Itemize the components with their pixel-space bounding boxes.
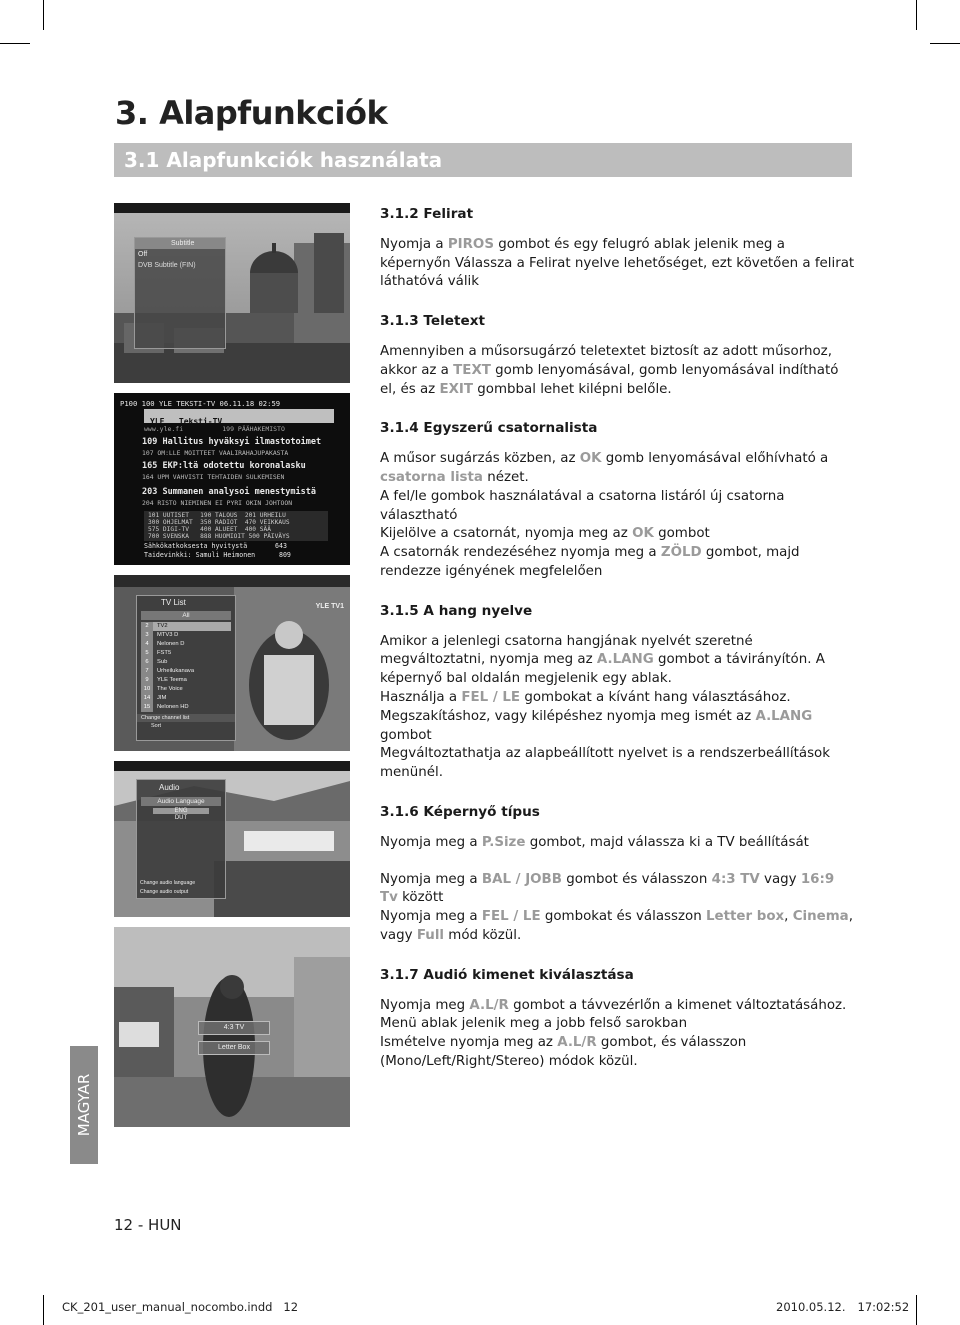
instruction-section — [380, 205, 855, 292]
crop-mark — [930, 43, 960, 44]
text-run: nézet. — [482, 469, 529, 485]
channel-name: FST5 — [157, 650, 172, 656]
text-run: Nyomja meg a — [380, 909, 482, 925]
teletext-line: 107 OM:LLE MOITTEET VAALIRAHAJUPAKASTA — [142, 449, 289, 457]
text-run: Nyomja meg a — [380, 871, 482, 887]
instruction-paragraph — [380, 343, 855, 399]
key-name: FEL / LE — [461, 689, 521, 705]
side-tab-label: MAGYAR — [75, 1073, 93, 1137]
instruction-paragraph — [380, 1034, 855, 1072]
teletext-line: 101 UUTISET 190 TALOUS 201 URHEILU — [148, 512, 286, 519]
key-name: PIROS — [447, 236, 494, 252]
text-run: gombot a távvezérlőn a kimenet változtatásához. Menü ablak jelenik meg a jobb felső sarokban — [380, 997, 847, 1032]
key-name: Cinema — [792, 909, 849, 925]
key-name: TEXT — [453, 362, 491, 378]
text-run: gombot a távirányítón. A képernyő bal oldalán megjelenik egy ablak. — [380, 652, 825, 687]
channel-name: Nelonen D — [157, 641, 185, 647]
channel-row[interactable] — [141, 658, 231, 667]
instruction-section — [380, 966, 855, 1072]
channel-name: Sub — [157, 659, 168, 665]
teletext-headline: 203 Summanen analysoi menestymistä — [142, 487, 316, 497]
tv-list-logo: YLE TV1 — [315, 603, 344, 610]
text-run: A csatornák rendezéséhez nyomja meg a — [380, 545, 661, 561]
channel-number: 4 — [141, 640, 153, 649]
audio-subheader: Audio Language — [141, 797, 221, 806]
audio-screenshot — [114, 761, 350, 917]
instruction-paragraph — [380, 633, 855, 689]
teletext-line: www.yle.fi 199 PÄÄHAKEMISTO — [144, 425, 285, 433]
section-title: 3.1 Alapfunkciók használata — [124, 148, 443, 172]
teletext-headline: 165 EKP:ltä odotettu koronalasku — [142, 461, 306, 471]
instruction-section — [380, 803, 855, 946]
channel-row[interactable] — [141, 667, 231, 676]
text-run: gombbal lehet kilépni belőle. — [473, 381, 672, 397]
picture-size-option[interactable]: 4:3 TV — [198, 1021, 270, 1035]
audio-header: Audio — [159, 783, 180, 792]
section-heading: 3.1.7 Audió kimenet kiválasztása — [380, 966, 634, 983]
teletext-line: 164 UPM VAHVISTI TEHTAIDEN SULKEMISEN — [142, 473, 285, 481]
instruction-paragraph — [380, 997, 855, 1035]
key-name: ZÖLD — [660, 545, 702, 561]
section-heading: 3.1.3 Teletext — [380, 313, 485, 330]
channel-row[interactable] — [141, 685, 231, 694]
crop-mark — [43, 0, 44, 30]
tv-list-footer[interactable]: Change channel list — [137, 714, 235, 722]
text-run: gombot és egy felugró ablak jelenik meg a képernyőn Válassza a Felirat nyelve lehetőséget, ezt követően a felirat láthatóvá válik — [380, 236, 855, 290]
text-run: A fel/le gombok használatával a csatorna listáról új csatorna választható — [380, 488, 785, 523]
instructions-column — [380, 205, 855, 1092]
text-run: gombokat a kívánt hang választásához. — [520, 689, 791, 705]
teletext-logo-bar — [144, 409, 334, 426]
channel-number: 15 — [141, 703, 153, 712]
text-run: gombot, és válasszon (Mono/Left/Right/Stereo) módok közül. — [380, 1035, 747, 1069]
text-run: gombot és válasszon — [561, 871, 712, 887]
instruction-paragraph — [380, 853, 855, 871]
instruction-paragraph — [380, 745, 855, 783]
teletext-line: Taidevinkki: Samuli Heimonen 809 — [144, 551, 291, 559]
channel-name: The Voice — [157, 686, 183, 692]
footer-timestamp — [776, 1300, 909, 1314]
section-heading: 3.1.6 Képernyő típus — [380, 803, 540, 820]
teletext-logo: YLE Teksti-TV — [150, 417, 223, 426]
text-run: vagy — [759, 871, 801, 887]
channel-number: 3 — [141, 631, 153, 640]
channel-name: YLE Teema — [157, 677, 187, 683]
text-run: gomb lenyomásával, gomb lenyomásával indítható el, és az — [380, 362, 839, 397]
footer-filename: CK_201_user_manual_nocombo.indd 12 — [62, 1300, 299, 1314]
channel-number: 6 — [141, 658, 153, 667]
channel-row[interactable] — [141, 640, 231, 649]
channel-row[interactable] — [141, 631, 231, 640]
channel-row[interactable] — [141, 703, 231, 712]
language-side-tab — [70, 1046, 98, 1164]
audio-option[interactable]: DUT — [174, 815, 188, 821]
instruction-paragraph — [380, 488, 855, 526]
text-run: mód közül. — [444, 927, 522, 943]
teletext-line: 204 RISTO NIEMINEN EI PYRI OKIN JOHTOON — [142, 499, 293, 507]
subtitle-menu-panel — [134, 237, 226, 349]
key-name: OK — [579, 451, 602, 467]
audio-footer[interactable]: Change audio language — [140, 880, 196, 886]
page-title: 3. Alapfunkciók — [115, 94, 388, 132]
text-run: Amennyiben a műsorsugárzó teletextet biztosít az adott műsorhoz, akkor az a — [380, 343, 832, 378]
audio-footer[interactable]: Change audio output — [140, 889, 189, 895]
teletext-line: Sähkökatkoksesta hyvitystä 643 — [144, 542, 287, 550]
instruction-paragraph — [380, 834, 855, 853]
teletext-headline: 109 Hallitus hyväksyi ilmastotoimet — [142, 437, 322, 447]
key-name: A.LANG — [596, 652, 654, 668]
channel-name: TV2 — [157, 623, 168, 629]
subtitle-screenshot — [114, 203, 350, 383]
key-name: OK — [632, 526, 654, 542]
picture-size-screenshot — [114, 927, 350, 1127]
section-header-bar — [114, 143, 852, 177]
text-run: gombot — [653, 526, 710, 542]
channel-list — [141, 622, 231, 712]
crop-mark — [916, 1295, 917, 1325]
section-heading: 3.1.5 A hang nyelve — [380, 602, 533, 619]
channel-number: 7 — [141, 667, 153, 676]
subtitle-menu-item[interactable]: DVB Subtitle (FIN) — [138, 262, 196, 269]
subtitle-menu-item[interactable]: Off — [138, 251, 148, 258]
instruction-paragraph — [380, 871, 855, 909]
channel-number: 9 — [141, 676, 153, 685]
text-run: Ismételve nyomja meg az — [380, 1035, 558, 1051]
text-run: gombot, majd rendezze igényének megfelelően — [380, 545, 800, 579]
instruction-paragraph — [380, 544, 855, 582]
tv-list-footer[interactable]: Sort — [151, 723, 162, 729]
text-run: gombot — [380, 727, 432, 743]
instruction-paragraph — [380, 525, 855, 544]
channel-row[interactable] — [141, 622, 231, 631]
channel-name: Nelonen HD — [157, 704, 189, 710]
teletext-screenshot — [114, 393, 350, 565]
teletext-line: 700 SVENSKA 888 HUOMIOIT 500 PÄIVÄYS — [148, 533, 290, 540]
text-run: gombokat és válasszon — [540, 909, 706, 925]
key-name: A.LANG — [755, 708, 813, 724]
channel-number: 10 — [141, 685, 153, 694]
text-run: Nyomja meg a — [380, 834, 482, 850]
instruction-section — [380, 602, 855, 783]
teletext-line: 575 DIGI-TV 400 ALUEET 400 SÄÄ — [148, 526, 271, 533]
audio-panel — [136, 779, 226, 899]
text-run: Nyomja a — [380, 236, 448, 252]
section-heading: 3.1.2 Felirat — [380, 206, 474, 222]
text-run: Amikor a jelenlegi csatorna hangjának nyelvét szeretné megváltoztatni, nyomja meg az — [380, 633, 753, 668]
teletext-line: 300 OHJELMAT 350 RADIOT 470 VEIKKAUS — [148, 519, 290, 526]
text-run: gombot, majd válassza ki a TV beállítását — [525, 834, 809, 850]
channel-number: 5 — [141, 649, 153, 658]
text-run: Megváltoztathatja az alapbeállított nyelvet is a rendszerbeállítások menünél. — [380, 746, 830, 781]
key-name: A.L/R — [557, 1035, 597, 1051]
key-name: BAL / JOBB — [481, 871, 562, 887]
channel-name: Urheilukanava — [157, 668, 195, 674]
tv-list-filter[interactable]: All — [141, 611, 231, 620]
key-name: Letter box — [705, 909, 785, 925]
channel-name: MTV3 D — [157, 632, 179, 638]
text-run: Megszakításhoz, vagy kilépéshez nyomja meg ismét az — [380, 708, 756, 724]
key-name: P.Size — [481, 834, 526, 850]
instruction-paragraph — [380, 450, 855, 488]
channel-row[interactable] — [141, 694, 231, 703]
crop-mark — [916, 0, 917, 30]
tv-list-header: TV List — [161, 598, 186, 607]
key-name: 16:9 Tv — [380, 871, 835, 906]
channel-row[interactable] — [141, 676, 231, 685]
channel-name: JIM — [157, 695, 167, 701]
crop-mark — [43, 1295, 44, 1325]
instruction-paragraph — [380, 908, 855, 946]
text-run: Használja a — [380, 689, 462, 705]
key-name: Full — [416, 927, 445, 943]
text-run: Kijelölve a csatornát, nyomja meg az — [380, 526, 633, 542]
crop-mark — [0, 43, 30, 44]
channel-number: 2 — [141, 622, 153, 631]
picture-size-option[interactable]: Letter Box — [198, 1041, 270, 1055]
text-run: között — [397, 890, 444, 906]
tv-list-screenshot — [114, 575, 350, 751]
text-run: , — [784, 909, 793, 925]
key-name: FEL / LE — [481, 909, 541, 925]
text-run: , vagy — [380, 909, 853, 943]
text-run: A műsor sugárzás közben, az — [380, 451, 580, 467]
key-name: EXIT — [439, 381, 474, 397]
instruction-paragraph — [380, 708, 855, 746]
subtitle-menu-header: Subtitle — [135, 238, 225, 249]
audio-option[interactable]: ENG — [153, 808, 209, 814]
text-run: Nyomja meg — [380, 997, 470, 1013]
channel-row[interactable] — [141, 649, 231, 658]
footer-time: 17:02:52 — [857, 1300, 910, 1314]
key-name: csatorna lista — [380, 469, 483, 485]
instruction-paragraph — [380, 236, 855, 292]
instruction-paragraph — [380, 689, 855, 708]
instruction-section — [380, 419, 855, 581]
text-run: gomb lenyomásával előhívható a — [601, 451, 829, 467]
teletext-line: P100 100 YLE TEKSTI-TV 06.11.18 02:59 — [120, 399, 281, 408]
channel-number: 14 — [141, 694, 153, 703]
section-heading: 3.1.4 Egyszerű csatornalista — [380, 420, 598, 437]
key-name: 4:3 TV — [711, 871, 760, 887]
tv-list-panel — [136, 595, 236, 741]
instruction-section — [380, 312, 855, 399]
footer-date: 2010.05.12. — [776, 1300, 846, 1314]
page-number: 12 - HUN — [114, 1216, 182, 1234]
key-name: A.L/R — [469, 997, 509, 1013]
